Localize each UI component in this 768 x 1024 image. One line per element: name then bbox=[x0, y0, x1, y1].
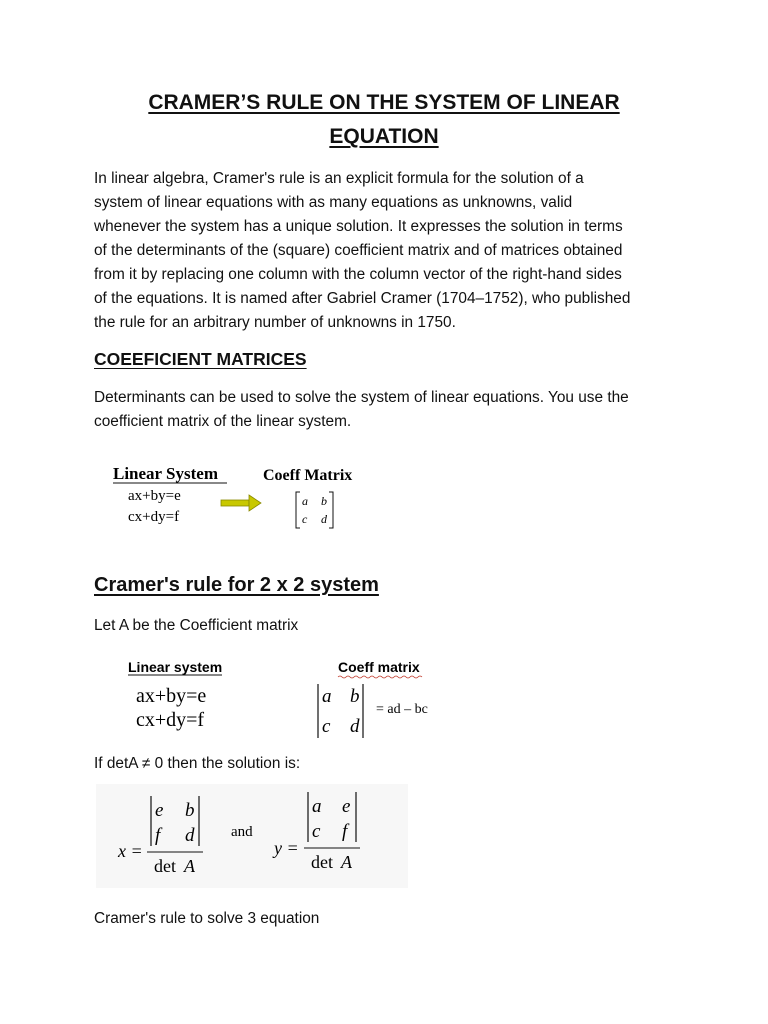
document-title bbox=[92, 86, 676, 154]
fig2-right-heading: Coeff matrix bbox=[338, 659, 420, 675]
fig2-left-heading: Linear system bbox=[128, 659, 223, 675]
fig2-m12: b bbox=[350, 686, 360, 707]
figure-linear-system-determinant bbox=[120, 652, 460, 744]
yellow-arrow-icon bbox=[221, 495, 261, 511]
fig2-coeff-determinant bbox=[318, 684, 363, 738]
fig2-m21: c bbox=[322, 716, 331, 737]
intro-line: system of linear equations with as many equations as unknowns, valid bbox=[94, 194, 573, 211]
fig2-eq2: cx+dy=f bbox=[136, 709, 205, 731]
fig3-y-m11: a bbox=[312, 796, 322, 817]
fig1-coeff-matrix bbox=[296, 492, 333, 528]
fig3-y-det-A: A bbox=[341, 852, 352, 872]
fig1-m22: d bbox=[321, 512, 327, 526]
figure-cramer-solution bbox=[96, 784, 408, 888]
fig3-x-m12: b bbox=[185, 800, 195, 821]
fig2-right-heading-squiggle bbox=[338, 676, 422, 678]
title-line-1: CRAMER’S RULE ON THE SYSTEM OF LINEAR bbox=[148, 91, 620, 114]
title-line-2: EQUATION bbox=[329, 125, 439, 148]
fig1-eq2: cx+dy=f bbox=[128, 509, 180, 525]
section1-line: Determinants can be used to solve the system of linear equations. You use the bbox=[94, 389, 629, 406]
fig1-m12: b bbox=[321, 494, 327, 508]
fig3-y-m21: c bbox=[312, 821, 321, 842]
intro-paragraph bbox=[94, 167, 684, 335]
solution-condition: If detA ≠ 0 then the solution is: bbox=[94, 755, 301, 772]
fig3-x-det-A: A bbox=[184, 856, 195, 876]
intro-line: of the equations. It is named after Gabriel Cramer (1704–1752), who published bbox=[94, 290, 631, 307]
section1-line: coefficient matrix of the linear system. bbox=[94, 413, 352, 430]
figure-linear-system-to-coeff-matrix bbox=[108, 455, 368, 535]
fig1-left-heading: Linear System bbox=[113, 464, 218, 483]
fig1-m21: c bbox=[302, 512, 308, 526]
cramer-3-equation-text: Cramer's rule to solve 3 equation bbox=[94, 910, 320, 927]
fig3-y-det-label: det bbox=[311, 852, 333, 872]
fig3-y-m22: f bbox=[342, 821, 348, 842]
fig2-eq1: ax+by=e bbox=[136, 685, 207, 707]
fig3-y-var: y = bbox=[274, 838, 299, 858]
intro-line: the rule for an arbitrary number of unknowns in 1750. bbox=[94, 314, 456, 331]
fig3-x-m11: e bbox=[155, 800, 164, 821]
fig1-right-heading: Coeff Matrix bbox=[263, 467, 353, 484]
fig2-m22: d bbox=[350, 716, 360, 737]
fig3-x-det-label: det bbox=[154, 856, 176, 876]
intro-line: of the determinants of the (square) coefficient matrix and of matrices obtained bbox=[94, 242, 623, 259]
intro-line: In linear algebra, Cramer's rule is an explicit formula for the solution of a bbox=[94, 170, 584, 187]
fig3-x-m21: f bbox=[155, 825, 161, 846]
intro-line: from it by replacing one column with the column vector of the right-hand sides bbox=[94, 266, 622, 283]
fig3-x-var: x = bbox=[118, 841, 143, 861]
fig2-m11: a bbox=[322, 686, 332, 707]
intro-line: whenever the system has a unique solution. It expresses the solution in terms bbox=[94, 218, 623, 235]
section-heading-cramers-rule-2x2: Cramer's rule for 2 x 2 system bbox=[94, 574, 379, 596]
fig1-eq1: ax+by=e bbox=[128, 488, 181, 504]
fig3-and: and bbox=[231, 824, 253, 840]
section2-intro: Let A be the Coefficient matrix bbox=[94, 617, 299, 634]
fig3-y-m12: e bbox=[342, 796, 351, 817]
section1-paragraph bbox=[94, 386, 684, 434]
fig2-det-expression: = ad – bc bbox=[376, 702, 428, 717]
section-heading-coefficient-matrices: COEEFICIENT MATRICES bbox=[94, 349, 307, 369]
fig3-x-m22: d bbox=[185, 825, 195, 846]
fig1-m11: a bbox=[302, 494, 308, 508]
